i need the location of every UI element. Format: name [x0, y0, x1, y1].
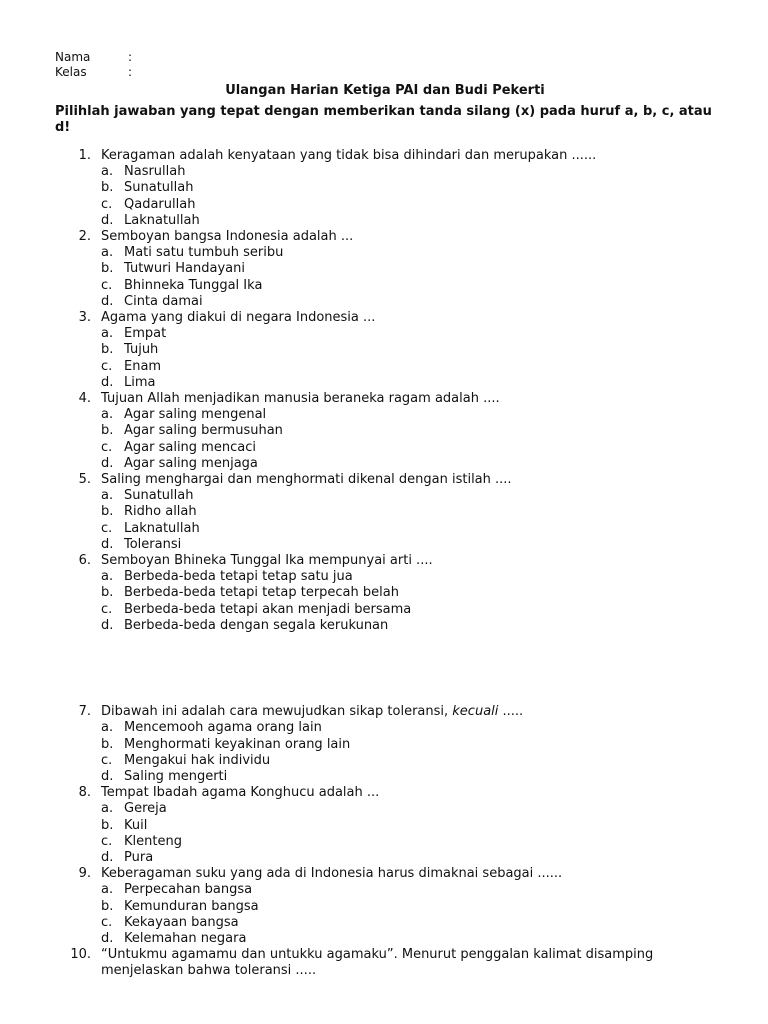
- question-text: “Untukmu agamamu dan untukku agamaku”. Menurut penggalan kalimat disamping: [101, 947, 654, 963]
- question-item: [55, 310, 715, 391]
- answer-option[interactable]: [55, 834, 715, 850]
- question-number: [55, 553, 101, 569]
- document-page: [55, 50, 715, 980]
- page-title: Ulangan Harian Ketiga PAI dan Budi Pekerti: [225, 83, 545, 98]
- answer-option[interactable]: [55, 213, 715, 229]
- option-text: Qadarullah: [124, 196, 196, 212]
- option-text: Saling mengerti: [124, 768, 228, 784]
- option-letter: c.: [101, 833, 113, 849]
- answer-option[interactable]: [55, 801, 715, 817]
- option-text: Berbeda-beda tetapi tetap satu jua: [124, 569, 353, 585]
- option-letter: c.: [101, 752, 113, 768]
- answer-option[interactable]: [55, 585, 715, 601]
- option-letter: d.: [101, 374, 114, 390]
- option-text: Nasrullah: [124, 164, 186, 180]
- page-break-gap: [55, 634, 715, 704]
- answer-option[interactable]: [55, 720, 715, 736]
- question-item: [55, 785, 715, 866]
- question-number: [55, 704, 101, 720]
- question-text: Tujuan Allah menjadikan manusia beraneka ragam adalah ....: [101, 391, 500, 407]
- question-number: [55, 148, 101, 164]
- option-letter: b.: [101, 898, 114, 914]
- option-letter: d.: [101, 768, 114, 784]
- answer-option[interactable]: [55, 899, 715, 915]
- question-emphasis: kecuali: [452, 704, 499, 720]
- answer-option[interactable]: [55, 931, 715, 947]
- question-text: Semboyan bangsa Indonesia adalah ...: [101, 229, 354, 245]
- option-letter: a.: [101, 569, 114, 585]
- option-text: Sunatullah: [124, 488, 194, 504]
- answer-option[interactable]: [55, 440, 715, 456]
- option-letter: b.: [101, 180, 114, 196]
- option-text: Agar saling mencaci: [124, 439, 256, 455]
- option-letter: b.: [101, 261, 114, 277]
- nama-colon: :: [128, 50, 133, 64]
- option-letter: a.: [101, 164, 114, 180]
- kelas-row: [55, 65, 715, 80]
- option-letter: c.: [101, 520, 113, 536]
- option-text: Perpecahan bangsa: [124, 882, 253, 898]
- option-letter: b.: [101, 817, 114, 833]
- option-text: Gereja: [124, 801, 167, 817]
- question-number: [55, 229, 101, 245]
- question-row: [55, 472, 715, 488]
- option-letter: a.: [101, 882, 114, 898]
- option-text: Cinta damai: [124, 293, 203, 309]
- answer-option[interactable]: [55, 618, 715, 634]
- answer-option[interactable]: [55, 375, 715, 391]
- question-number-text: 3.: [78, 310, 91, 326]
- question-text: Semboyan Bhineka Tunggal Ika mempunyai arti ....: [101, 553, 433, 569]
- option-letter: c.: [101, 601, 113, 617]
- option-text: Kuil: [124, 817, 148, 833]
- option-letter: b.: [101, 504, 114, 520]
- option-text: Lima: [124, 374, 156, 390]
- question-number: [55, 785, 101, 801]
- answer-option[interactable]: [55, 164, 715, 180]
- answer-option[interactable]: [55, 753, 715, 769]
- option-text: Kelemahan negara: [124, 930, 247, 946]
- question-row: [55, 229, 715, 245]
- question-row: [55, 310, 715, 326]
- answer-option[interactable]: [55, 488, 715, 504]
- option-text: Agar saling mengenal: [124, 407, 267, 423]
- question-row: [55, 947, 715, 963]
- option-letter: d.: [101, 930, 114, 946]
- question-item: [55, 148, 715, 229]
- question-number-text: 9.: [78, 866, 91, 882]
- option-letter: c.: [101, 439, 113, 455]
- option-text: Bhinneka Tunggal Ika: [124, 277, 263, 293]
- option-letter: d.: [101, 212, 114, 228]
- option-text: Menghormati keyakinan orang lain: [124, 736, 351, 752]
- answer-option[interactable]: [55, 342, 715, 358]
- nama-row: [55, 50, 715, 65]
- question-number: [55, 947, 101, 963]
- option-text: Empat: [124, 326, 167, 342]
- option-text: Tutwuri Handayani: [124, 261, 245, 277]
- question-item: [55, 553, 715, 634]
- question-text: Agama yang diakui di negara Indonesia ...: [101, 310, 376, 326]
- answer-option[interactable]: [55, 407, 715, 423]
- question-text: Keberagaman suku yang ada di Indonesia harus dimaknai sebagai ......: [101, 866, 563, 882]
- question-row: [55, 148, 715, 164]
- question-number-text: 4.: [78, 391, 91, 407]
- kelas-colon: :: [128, 65, 133, 79]
- answer-option[interactable]: [55, 602, 715, 618]
- question-text: Saling menghargai dan menghormati dikenal dengan istilah ....: [101, 472, 512, 488]
- question-number-text: 8.: [78, 785, 91, 801]
- option-letter: b.: [101, 736, 114, 752]
- question-number-text: 5.: [78, 472, 91, 488]
- question-row: [55, 553, 715, 569]
- question-text-continued: menjelaskan bahwa toleransi .....: [101, 963, 317, 979]
- option-text: Ridho allah: [124, 504, 197, 520]
- option-text: Kekayaan bangsa: [124, 914, 239, 930]
- question-row: [55, 866, 715, 882]
- answer-option[interactable]: [55, 245, 715, 261]
- option-letter: c.: [101, 277, 113, 293]
- answer-option[interactable]: [55, 261, 715, 277]
- question-number: [55, 866, 101, 882]
- instruction-text: Pilihlah jawaban yang tepat dengan memberikan tanda silang (x) pada huruf a, b, c, atau d!: [55, 104, 712, 135]
- answer-option[interactable]: [55, 504, 715, 520]
- option-letter: d.: [101, 455, 114, 471]
- option-letter: c.: [101, 914, 113, 930]
- option-text: Sunatullah: [124, 180, 194, 196]
- question-number: [55, 391, 101, 407]
- answer-option[interactable]: [55, 537, 715, 553]
- option-text: Klenteng: [124, 833, 182, 849]
- answer-option[interactable]: [55, 769, 715, 785]
- option-letter: a.: [101, 720, 114, 736]
- option-letter: c.: [101, 358, 113, 374]
- question-number: [55, 310, 101, 326]
- option-text: Laknatullah: [124, 520, 200, 536]
- question-item: [55, 704, 715, 785]
- option-letter: a.: [101, 326, 114, 342]
- answer-option[interactable]: [55, 521, 715, 537]
- option-letter: b.: [101, 585, 114, 601]
- question-item: [55, 472, 715, 553]
- question-number-text: 2.: [78, 229, 91, 245]
- question-row: [55, 704, 715, 720]
- nama-label: Nama: [55, 50, 91, 64]
- option-text: Berbeda-beda tetapi tetap terpecah belah: [124, 585, 399, 601]
- option-letter: b.: [101, 423, 114, 439]
- kelas-label: Kelas: [55, 65, 87, 79]
- answer-option[interactable]: [55, 850, 715, 866]
- option-text: Kemunduran bangsa: [124, 898, 259, 914]
- option-text: Laknatullah: [124, 212, 200, 228]
- option-letter: a.: [101, 407, 114, 423]
- option-text: Mati satu tumbuh seribu: [124, 245, 284, 261]
- option-letter: d.: [101, 536, 114, 552]
- option-text: Toleransi: [124, 536, 182, 552]
- question-row: [55, 391, 715, 407]
- option-letter: a.: [101, 801, 114, 817]
- question-row: [55, 785, 715, 801]
- answer-option[interactable]: [55, 569, 715, 585]
- question-number-text: 6.: [78, 553, 91, 569]
- answer-option[interactable]: [55, 915, 715, 931]
- question-item: [55, 391, 715, 472]
- answer-option[interactable]: [55, 197, 715, 213]
- question-number-text: 7.: [78, 704, 91, 720]
- option-text: Berbeda-beda dengan segala kerukunan: [124, 617, 389, 633]
- question-text: Dibawah ini adalah cara mewujudkan sikap toleransi, kecuali .....: [101, 704, 524, 720]
- option-text: Pura: [124, 849, 154, 865]
- answer-option[interactable]: [55, 456, 715, 472]
- answer-option[interactable]: [55, 818, 715, 834]
- question-item: [55, 229, 715, 310]
- answer-option[interactable]: [55, 326, 715, 342]
- question-text: Tempat Ibadah agama Konghucu adalah ...: [101, 785, 380, 801]
- option-text: Berbeda-beda tetapi akan menjadi bersama: [124, 601, 412, 617]
- option-letter: a.: [101, 245, 114, 261]
- answer-option[interactable]: [55, 294, 715, 310]
- question-text: Keragaman adalah kenyataan yang tidak bisa dihindari dan merupakan ......: [101, 148, 597, 163]
- answer-option[interactable]: [55, 278, 715, 294]
- option-letter: c.: [101, 196, 113, 212]
- answer-option[interactable]: [55, 180, 715, 196]
- option-text: Agar saling menjaga: [124, 455, 258, 471]
- option-letter: d.: [101, 849, 114, 865]
- option-text: Agar saling bermusuhan: [124, 423, 283, 439]
- question-item: [55, 947, 715, 979]
- question-number-text: 1.: [78, 148, 91, 163]
- question-number-text: 10.: [70, 947, 91, 963]
- option-letter: d.: [101, 617, 114, 633]
- option-text: Mencemooh agama orang lain: [124, 720, 322, 736]
- question-item: [55, 866, 715, 947]
- question-list: [55, 148, 715, 980]
- option-text: Tujuh: [124, 342, 159, 358]
- answer-option[interactable]: [55, 882, 715, 898]
- option-letter: d.: [101, 293, 114, 309]
- option-text: Mengakui hak individu: [124, 752, 271, 768]
- question-number: [55, 472, 101, 488]
- option-letter: b.: [101, 342, 114, 358]
- option-letter: a.: [101, 488, 114, 504]
- answer-option[interactable]: [55, 737, 715, 753]
- option-text: Enam: [124, 358, 162, 374]
- answer-option[interactable]: [55, 423, 715, 439]
- answer-option[interactable]: [55, 359, 715, 375]
